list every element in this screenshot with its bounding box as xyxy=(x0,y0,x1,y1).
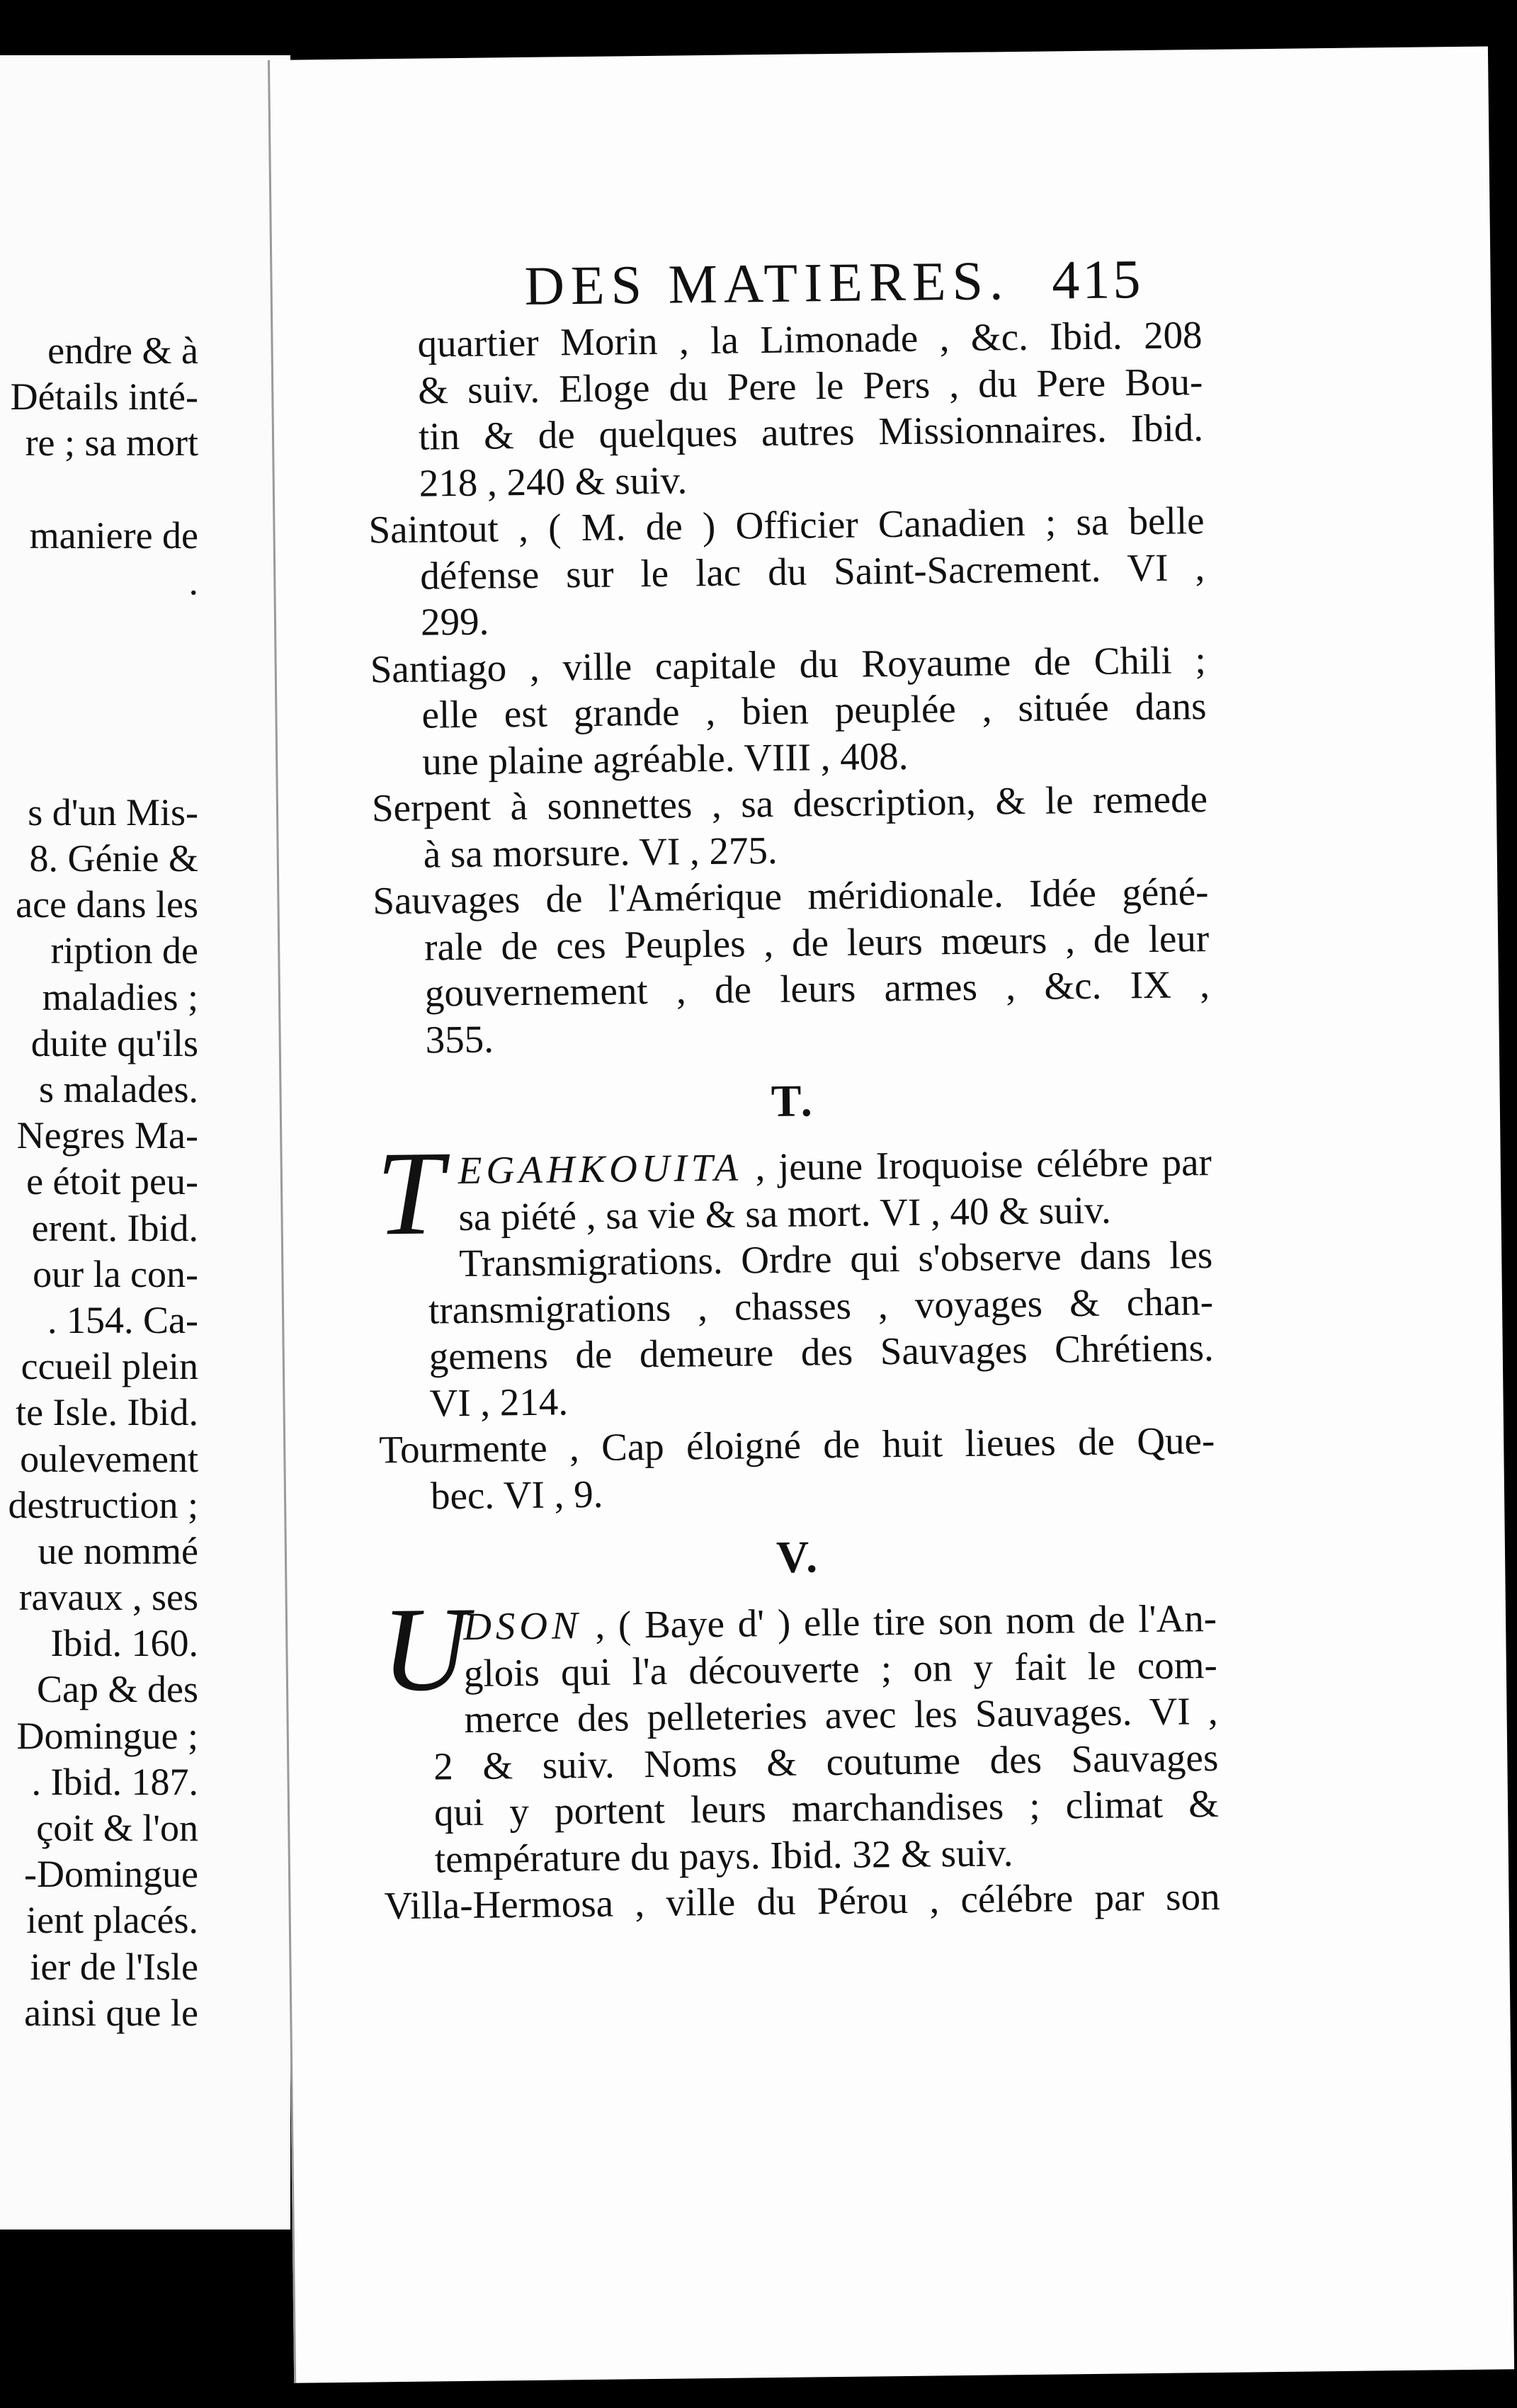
left-page-line: . Ibid. 187. xyxy=(31,1760,198,1803)
left-page-line: maladies ; xyxy=(42,975,198,1018)
entry-text: , jeune Iroquoise célébre par xyxy=(742,1140,1212,1189)
left-page-line: e étoit peu- xyxy=(26,1160,198,1203)
left-page-line: . 154. Ca- xyxy=(47,1298,198,1341)
entry-line: 218 , 240 & suiv. xyxy=(419,458,688,505)
left-page-line: ccueil plein xyxy=(21,1345,198,1388)
entry-line: merce des pelleteries avec les Sauvages. VI , xyxy=(464,1688,1218,1741)
left-page-line: erent. Ibid. xyxy=(31,1206,198,1249)
left-page-line: duite qu'ils xyxy=(30,1021,198,1064)
left-page-line xyxy=(0,651,283,697)
left-page-line: Ibid. 160. xyxy=(50,1622,198,1665)
entry-line: 355. xyxy=(425,1016,494,1062)
entry-line: VI , 214. xyxy=(429,1379,569,1425)
left-page-line: 8. Génie & xyxy=(29,837,198,880)
left-page-line: ace dans les xyxy=(16,883,198,926)
drop-cap: U xyxy=(380,1581,470,1717)
left-page-line: -Domingue xyxy=(24,1853,198,1896)
left-page-line xyxy=(0,605,283,651)
left-page-line xyxy=(0,744,283,790)
section-heading-t: T. xyxy=(771,1075,816,1127)
entry-line: glois qui l'a découverte ; on y fait le com- xyxy=(463,1642,1218,1695)
entry-transmigrations: Transmigrations. Ordre qui s'observe dans les xyxy=(458,1232,1213,1285)
entry-line: gemens de demeure des Sauvages Chrétiens. xyxy=(428,1325,1215,1378)
left-page-line: ainsi que le xyxy=(24,1991,198,2034)
left-page-line: ription de xyxy=(50,929,198,972)
entry-line: tin & de quelques autres Missionnaires. Ibid. xyxy=(418,406,1204,458)
entry-saintout: Saintout , ( M. de ) Officier Canadien ; sa belle xyxy=(368,499,1205,552)
left-page xyxy=(0,55,290,2230)
entry-text: , ( Baye d' ) elle tire son nom de l'An- xyxy=(581,1596,1217,1647)
left-page-line: s d'un Mis- xyxy=(28,790,198,834)
entry-line: qui y portent leurs marchandises ; climat & xyxy=(433,1781,1220,1834)
entry-head: DSON xyxy=(462,1603,583,1649)
left-page-line: destruction ; xyxy=(8,1483,198,1526)
entry-line: quartier Morin , la Limonade , &c. Ibid. 208 xyxy=(417,313,1203,365)
left-page-line: ravaux , ses xyxy=(18,1576,198,1619)
entry-serpent: Serpent à sonnettes , sa description, & le remede xyxy=(371,777,1208,830)
entry-line: & suiv. Eloge du Pere le Pers , du Pere Bou- xyxy=(417,359,1203,412)
left-page-line: Negres Ma- xyxy=(16,1114,198,1157)
entry-line: température du pays. Ibid. 32 & suiv. xyxy=(434,1830,1013,1880)
entry-villa-hermosa: Villa-Hermosa , ville du Pérou , célébre par son xyxy=(384,1874,1220,1928)
left-page-line: Cap & des xyxy=(37,1668,198,1711)
entry-line: 299. xyxy=(420,599,489,644)
left-page-line: ient placés. xyxy=(26,1899,198,1942)
left-page-line: te Isle. Ibid. xyxy=(16,1391,198,1434)
left-page-line: Détails inté- xyxy=(10,375,198,419)
entry-line: bec. VI , 9. xyxy=(430,1472,603,1518)
index-text xyxy=(366,312,1220,1929)
left-page-line: ier de l'Isle xyxy=(30,1945,198,1988)
running-header xyxy=(524,243,1516,318)
entry-line: à sa morsure. VI , 275. xyxy=(423,828,778,876)
header-title: DES MATIERES. xyxy=(524,249,1010,317)
entry-line: rale de ces Peuples , de leurs mœurs , de leur xyxy=(424,916,1210,969)
entry-tourmente: Tourmente , Cap éloigné de huit lieues de Que- xyxy=(378,1418,1215,1472)
entry-line: sa piété , sa vie & sa mort. VI , 40 & suiv. xyxy=(458,1188,1111,1239)
right-page xyxy=(268,46,1514,2383)
entry-santiago: Santiago , ville capitale du Royaume de Chili ; xyxy=(370,637,1207,691)
left-page-line: maniere de xyxy=(29,513,198,557)
entry-line: gouvernement , de leurs armes , &c. IX , xyxy=(424,962,1210,1015)
entry-line: 2 & suiv. Noms & coutume des Sauvages xyxy=(433,1735,1219,1788)
left-page-line: . xyxy=(188,560,198,603)
entry-head: EGAHKOUITA xyxy=(458,1145,743,1193)
left-page-line: re ; sa mort xyxy=(25,421,198,465)
left-page-line xyxy=(0,698,283,744)
left-page-line: our la con- xyxy=(33,1252,198,1295)
entry-line: transmigrations , chasses , voyages & chan- xyxy=(428,1279,1214,1332)
entry-line: défense sur le lac du Saint-Sacrement. VI , xyxy=(419,545,1205,598)
section-heading-v: V. xyxy=(775,1531,821,1582)
left-page-line: ue nommé xyxy=(38,1529,198,1572)
left-page-line xyxy=(0,467,283,513)
entry-sauvages: Sauvages de l'Amérique méridionale. Idée géné- xyxy=(373,870,1209,923)
left-page-line: çoit & l'on xyxy=(36,1807,198,1849)
left-page-text xyxy=(0,328,283,2036)
left-page-line: oulevement xyxy=(20,1437,198,1480)
page-number: 415 xyxy=(1051,247,1144,311)
left-page-line: s malades. xyxy=(39,1068,198,1111)
entry-line: une plaine agréable. VIII , 408. xyxy=(421,734,909,783)
entry-line: elle est grande , bien peuplée , située dans xyxy=(421,684,1207,737)
left-page-line: Domingue ; xyxy=(16,1714,198,1757)
drop-cap: T xyxy=(375,1126,444,1261)
left-page-line: endre & à xyxy=(47,329,198,372)
